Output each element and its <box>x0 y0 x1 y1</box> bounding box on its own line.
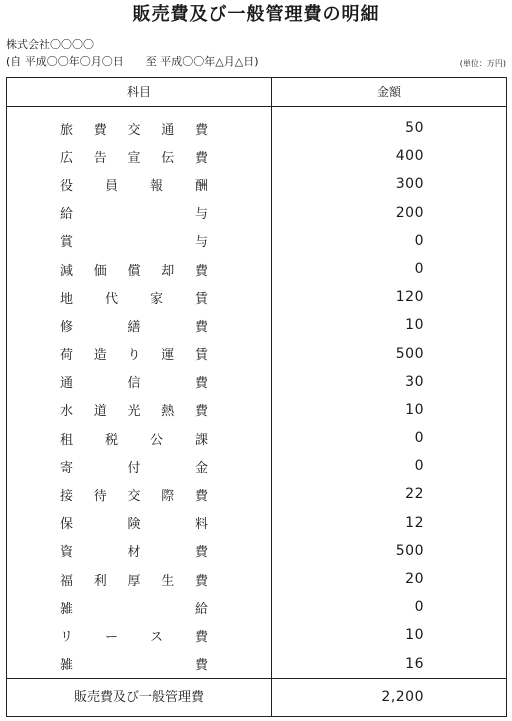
row-amount: 120 <box>395 289 424 306</box>
header-subject: 科目 <box>126 85 151 99</box>
total-row <box>7 678 506 716</box>
table-row <box>7 424 506 452</box>
row-subject: リ ー ス 費 <box>60 629 208 645</box>
row-amount: 0 <box>414 260 424 277</box>
table-row <box>7 650 506 678</box>
table-row <box>7 283 506 311</box>
row-subject: 給 与 <box>60 207 208 223</box>
total-amount: 2,200 <box>381 689 424 705</box>
table-row <box>7 199 506 227</box>
table-row <box>7 311 506 339</box>
row-amount: 0 <box>414 458 424 475</box>
row-amount: 10 <box>405 627 424 644</box>
row-subject: 減 価 償 却 費 <box>60 263 208 279</box>
table-row <box>7 621 506 649</box>
row-amount: 0 <box>414 430 424 447</box>
table-row <box>7 593 506 621</box>
company-name: 株式会社〇〇〇〇 <box>6 38 94 51</box>
row-subject: 賞 与 <box>60 235 208 251</box>
table-row <box>7 142 506 170</box>
page-title: 販売費及び一般管理費の明細 <box>132 4 380 25</box>
table-row <box>7 537 506 565</box>
total-label: 販売費及び一般管理費 <box>73 690 204 705</box>
table-row <box>7 227 506 255</box>
row-subject: 資 材 費 <box>60 545 208 561</box>
table-row <box>7 255 506 283</box>
row-amount: 12 <box>405 514 424 531</box>
unit-label: (単位：万円) <box>459 59 506 68</box>
row-amount: 200 <box>395 204 424 221</box>
row-amount: 500 <box>395 542 424 559</box>
table-row <box>7 480 506 508</box>
row-subject: 広 告 宣 伝 費 <box>60 150 208 166</box>
table-row <box>7 452 506 480</box>
row-amount: 500 <box>395 345 424 362</box>
row-amount: 0 <box>414 599 424 616</box>
row-subject: 雑 給 <box>60 601 208 617</box>
row-subject: 接 待 交 際 費 <box>60 489 208 505</box>
row-amount: 50 <box>405 120 424 136</box>
row-amount: 30 <box>405 373 424 390</box>
row-subject: 役 員 報 酬 <box>60 178 208 194</box>
row-amount: 10 <box>405 401 424 418</box>
row-subject: 保 険 料 <box>60 517 208 533</box>
row-subject: 雑 費 <box>60 658 208 674</box>
row-subject: 荷 造 り 運 賃 <box>60 348 208 364</box>
row-subject: 修 繕 費 <box>60 319 208 335</box>
row-amount: 10 <box>405 317 424 334</box>
table-row <box>7 170 506 198</box>
row-subject: 旅 費 交 通 費 <box>60 122 208 138</box>
table-row <box>7 368 506 396</box>
row-subject: 通 信 費 <box>60 376 208 392</box>
table-header <box>7 78 506 107</box>
header-amount: 金額 <box>376 85 401 99</box>
row-subject: 福 利 厚 生 費 <box>60 573 208 589</box>
row-subject: 租 税 公 課 <box>60 432 208 448</box>
fiscal-period: (自 平成〇〇年〇月〇日 至 平成〇〇年△月△日) <box>6 55 259 68</box>
row-amount: 20 <box>405 571 424 587</box>
table-row <box>7 340 506 368</box>
row-amount: 0 <box>414 232 424 249</box>
table-row <box>7 565 506 593</box>
row-subject: 地 代 家 賃 <box>60 291 208 307</box>
row-amount: 22 <box>405 486 424 503</box>
row-amount: 400 <box>395 148 424 165</box>
table-row <box>7 396 506 424</box>
table-body <box>7 114 506 678</box>
row-subject: 寄 付 金 <box>60 460 208 476</box>
row-amount: 16 <box>405 655 424 672</box>
expense-table <box>6 77 507 717</box>
table-row <box>7 114 506 142</box>
row-amount: 300 <box>395 176 424 193</box>
row-subject: 水 道 光 熱 費 <box>60 404 208 420</box>
table-row <box>7 509 506 537</box>
